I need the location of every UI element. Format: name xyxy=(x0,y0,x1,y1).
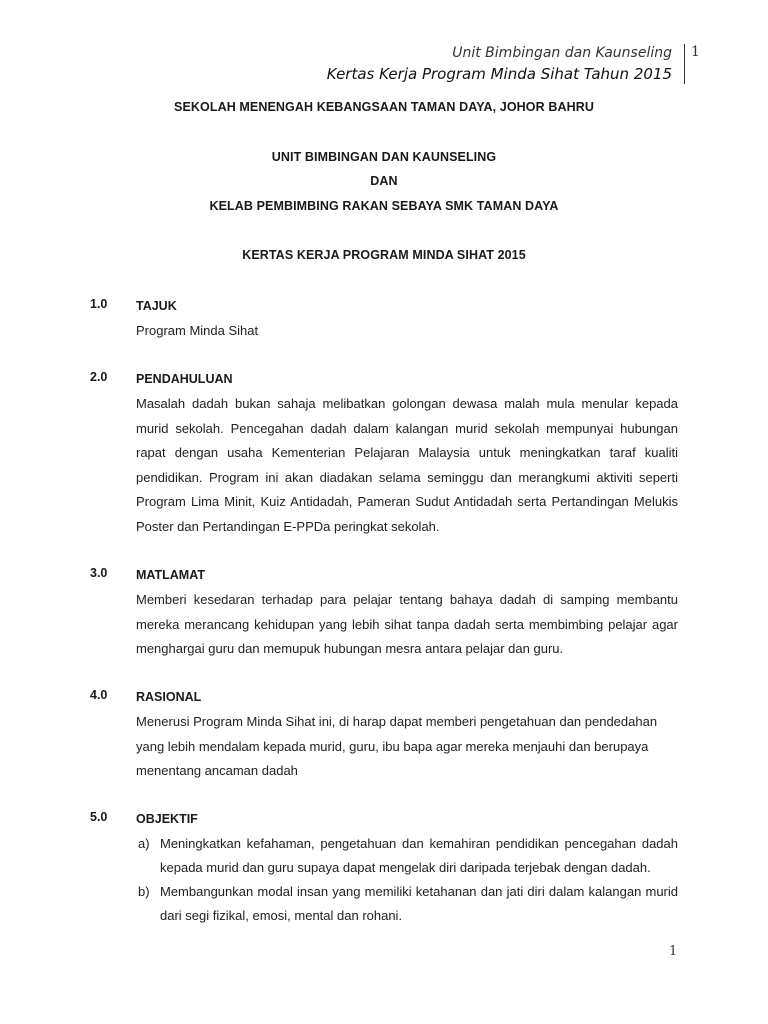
objective-list xyxy=(136,832,678,928)
section-tajuk xyxy=(90,297,678,344)
header-page-number: 1 xyxy=(691,44,700,60)
section-heading: MATLAMAT xyxy=(136,568,205,582)
section-heading: PENDAHULUAN xyxy=(136,372,233,386)
school-name: SEKOLAH MENENGAH KEBANGSAAN TAMAN DAYA, JOHOR BAHRU xyxy=(174,100,594,114)
section-body: Memberi kesedaran terhadap para pelajar tentang bahaya dadah di samping membantu mereka merancang kehidupan yang lebih sihat tanpa dadah serta membimbing pelajar agar menghargai guru dan memupuk hubungan mesra antara pelajar dan guru. xyxy=(136,592,678,656)
list-item-label: a) xyxy=(138,836,150,851)
section-number: 4.0 xyxy=(90,688,108,702)
footer-page-number: 1 xyxy=(669,944,678,959)
list-item-label: b) xyxy=(138,884,150,899)
section-body: Program Minda Sihat xyxy=(136,323,259,338)
section-body: Menerusi Program Minda Sihat ini, di harap dapat memberi pengetahuan dan pendedahan yang lebih mendalam kepada murid, guru, ibu bapa agar mereka menjauhi dan berupaya menentang ancaman dadah xyxy=(136,714,658,778)
header-unit: Unit Bimbingan dan Kaunseling xyxy=(452,45,672,61)
section-number: 5.0 xyxy=(90,810,108,824)
header-title: Kertas Kerja Program Minda Sihat Tahun 2015 xyxy=(326,65,672,83)
org-line-3: KELAB PEMBIMBING RAKAN SEBAYA SMK TAMAN DAYA xyxy=(209,199,559,213)
section-objektif xyxy=(90,810,678,928)
org-line-2: DAN xyxy=(370,174,398,188)
section-matlamat xyxy=(90,566,678,662)
section-body: Masalah dadah bukan sahaja melibatkan golongan dewasa malah mula menular kepada murid sekolah. Pencegahan dadah dalam kalangan murid sekolah mempunyai hubungan rapat dengan usaha Kementerian Pelajaran Malaysia untuk meningkatkan taraf kualiti pendidikan. Program ini akan diadakan selama seminggu dan merangkumi aktiviti seperti Program Lima Minit, Kuiz Antidadah, Pameran Sudut Antidadah serta Pertandingan Melukis Poster dan Pertandingan E-PPDa peringkat sekolah. xyxy=(136,396,678,534)
document-title: KERTAS KERJA PROGRAM MINDA SIHAT 2015 xyxy=(242,248,526,262)
page-header xyxy=(327,44,672,85)
list-item-text: Meningkatkan kefahaman, pengetahuan dan kemahiran pendidikan pencegahan dadah kepada murid dan guru supaya dapat mengelak diri daripada terjebak dengan dadah. xyxy=(160,836,678,875)
header-divider xyxy=(684,44,685,84)
section-number: 2.0 xyxy=(90,370,108,384)
section-pendahuluan xyxy=(90,370,678,539)
section-heading: TAJUK xyxy=(136,299,177,313)
section-number: 1.0 xyxy=(90,297,108,311)
list-item-text: Membangunkan modal insan yang memiliki ketahanan dan jati diri dalam kalangan murid dari segi fizikal, emosi, mental dan rohani. xyxy=(160,884,678,923)
section-rasional xyxy=(90,688,678,784)
section-heading: RASIONAL xyxy=(136,690,202,704)
section-heading: OBJEKTIF xyxy=(136,812,198,826)
list-item xyxy=(136,832,678,880)
org-line-1: UNIT BIMBINGAN DAN KAUNSELING xyxy=(271,150,497,164)
section-number: 3.0 xyxy=(90,566,108,580)
list-item xyxy=(136,880,678,928)
